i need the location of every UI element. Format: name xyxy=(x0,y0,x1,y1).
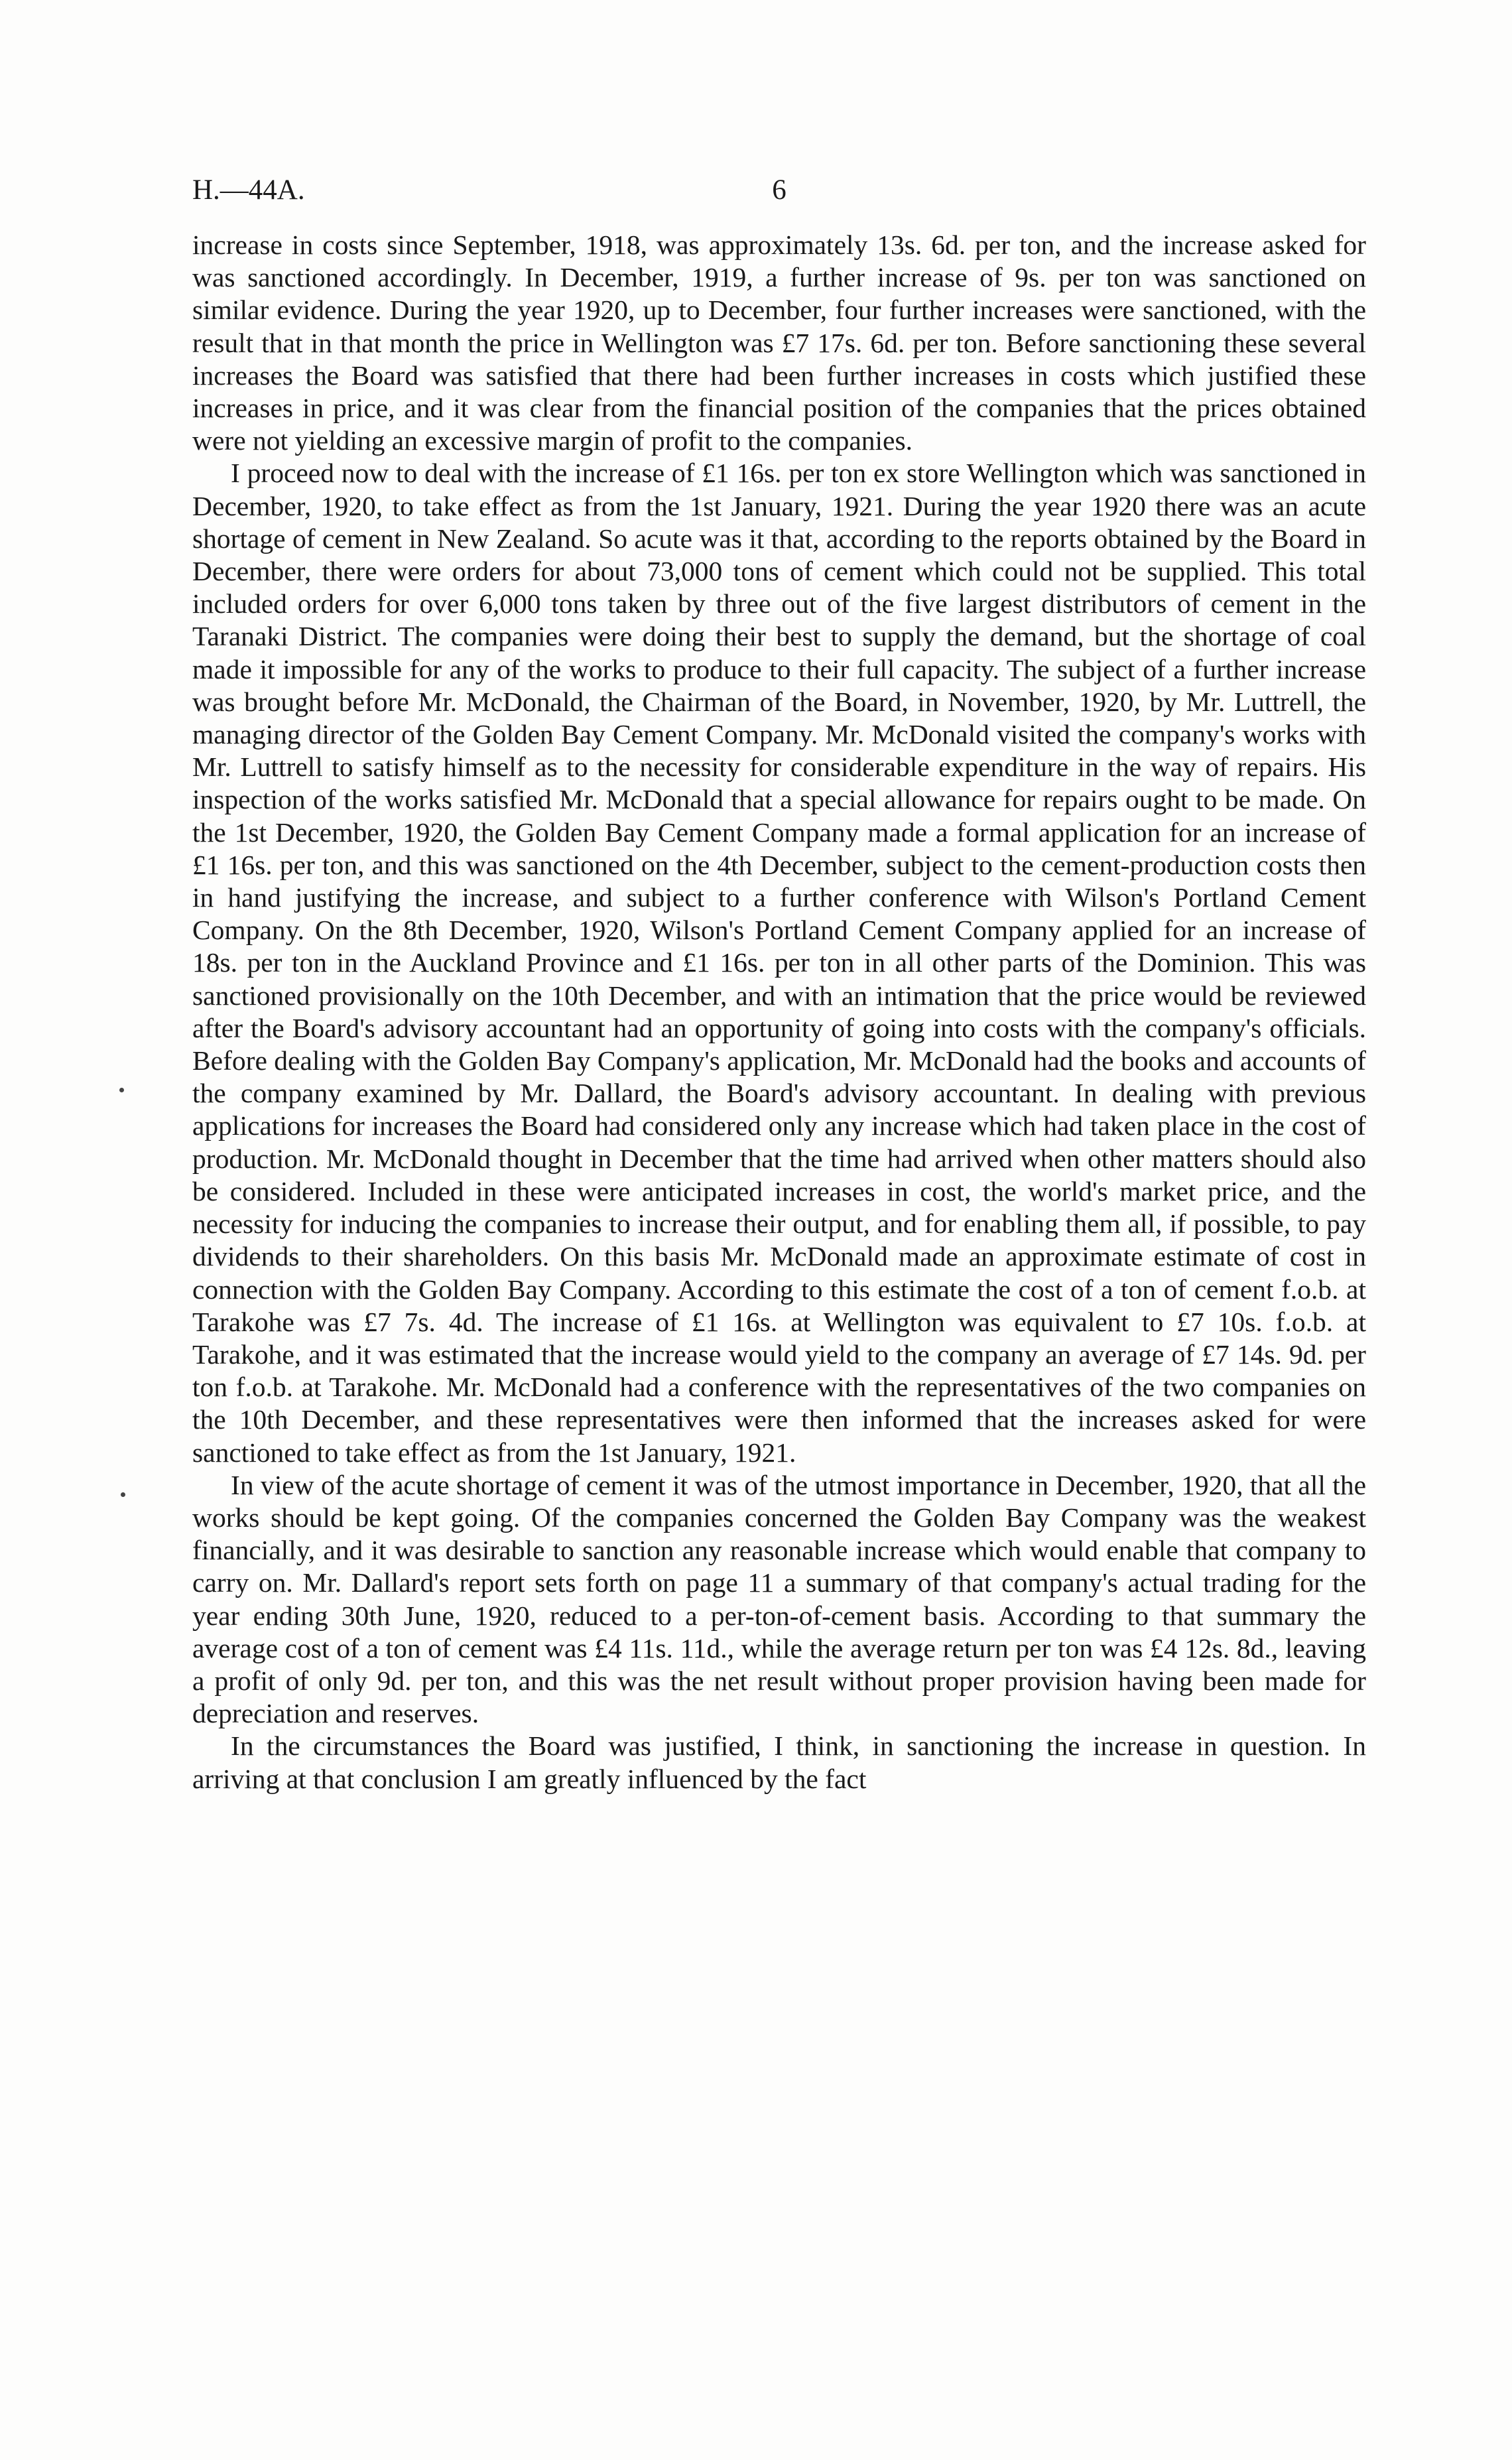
paragraph-continuation: increase in costs since September, 1918, was approximately 13s. 6d. per ton, and the increase asked for was sanctioned accordingly. In December, 1919, a further increase of 9s. per ton was sanctioned on similar evidence. During the year 1920, up to December, four further increases were sanctioned, with the result that in that month the price in Wellington was £7 17s. 6d. per ton. Before sanctioning these several increases the Board was satisfied that there had been further increases in costs which justified these increases in price, and it was clear from the financial position of the companies that the prices obtained were not yielding an excessive margin of profit to the companies. xyxy=(192,229,1366,456)
scan-speck xyxy=(119,1088,124,1092)
paragraph-circumstances: In the circumstances the Board was justified, I think, in sanctioning the increase in question. In arriving at that conclusion I am greatly influenced by the fact xyxy=(192,1730,1366,1794)
paragraph-cement-increase: I proceed now to deal with the increase of £1 16s. per ton ex store Wellington which was sanctioned in December, 1920, to take effect as from the 1st January, 1921. During the year 1920 there was an acute shortage of cement in New Zealand. So acute was it that, according to the reports obtained by the Board in December, there were orders for about 73,000 tons of cement which could not be supplied. This total included orders for over 6,000 tons taken by three out of the five largest distributors of cement in the Taranaki District. The companies were doing their best to supply the demand, but the shortage of coal made it impossible for any of the works to produce to their full capacity. The subject of a further increase was brought before Mr. McDonald, the Chairman of the Board, in November, 1920, by Mr. Luttrell, the managing director of the Golden Bay Cement Company. Mr. McDonald visited the company's works with Mr. Luttrell to satisfy himself as to the necessity for considerable expenditure in the way of repairs. His inspection of the works satisfied Mr. McDonald that a special allowance for repairs ought to be made. On the 1st December, 1920, the Golden Bay Cement Company made a formal application for an increase of £1 16s. per ton, and this was sanctioned on the 4th December, subject to the cement-production costs then in hand justifying the increase, and subject to a further conference with Wilson's Portland Cement Company. On the 8th December, 1920, Wilson's Portland Cement Company applied for an increase of 18s. per ton in the Auckland Province and £1 16s. per ton in all other parts of the Dominion. This was sanctioned provisionally on the 10th December, and with an intimation that the price would be reviewed after the Board's advisory accountant had an opportunity of going into costs with the company's officials. Before dealing with the Golden Bay Company's application, Mr. McDonald had the books and accounts of the company examined by Mr. Dallard, the Board's advisory accountant. In dealing with previous applications for increases the Board had considered only any increase which had taken place in the cost of production. Mr. McDonald thought in December that the time had arrived when other matters should also be considered. Included in these were anticipated increases in cost, the world's market price, and the necessity for inducing the companies to increase their output, and for enabling them all, if possible, to pay dividends to their shareholders. On this basis Mr. McDonald made an approximate estimate of cost in connection with the Golden Bay Company. According to this estimate the cost of a ton of cement f.o.b. at Tarakohe was £7 7s. 4d. The increase of £1 16s. at Wellington was equivalent to £7 10s. f.o.b. at Tarakohe, and it was estimated that the increase would yield to the company an average of £7 14s. 9d. per ton f.o.b. at Tarakohe. Mr. McDonald had a conference with the representatives of the two companies on the 10th December, and these representatives were then informed that the increases asked for were sanctioned to take effect as from the 1st January, 1921. xyxy=(192,458,1366,1468)
page-header xyxy=(192,174,1366,214)
page-number: 6 xyxy=(772,174,787,206)
scan-speck xyxy=(121,1492,125,1497)
document-reference: H.—44A. xyxy=(192,174,305,206)
body-text xyxy=(192,229,1366,1795)
paragraph-acute-shortage: In view of the acute shortage of cement it was of the utmost importance in December, 1920, that all the works should be kept going. Of the companies concerned the Golden Bay Company was the weakest financially, and it was desirable to sanction any reasonable increase which would enable that company to carry on. Mr. Dallard's report sets forth on page 11 a summary of that company's actual trading for the year ending 30th June, 1920, reduced to a per-ton-of-cement basis. According to that summary the average cost of a ton of cement was £4 11s. 11d., while the average return per ton was £4 12s. 8d., leaving a profit of only 9d. per ton, and this was the net result without proper provision having been made for depreciation and reserves. xyxy=(192,1469,1366,1729)
